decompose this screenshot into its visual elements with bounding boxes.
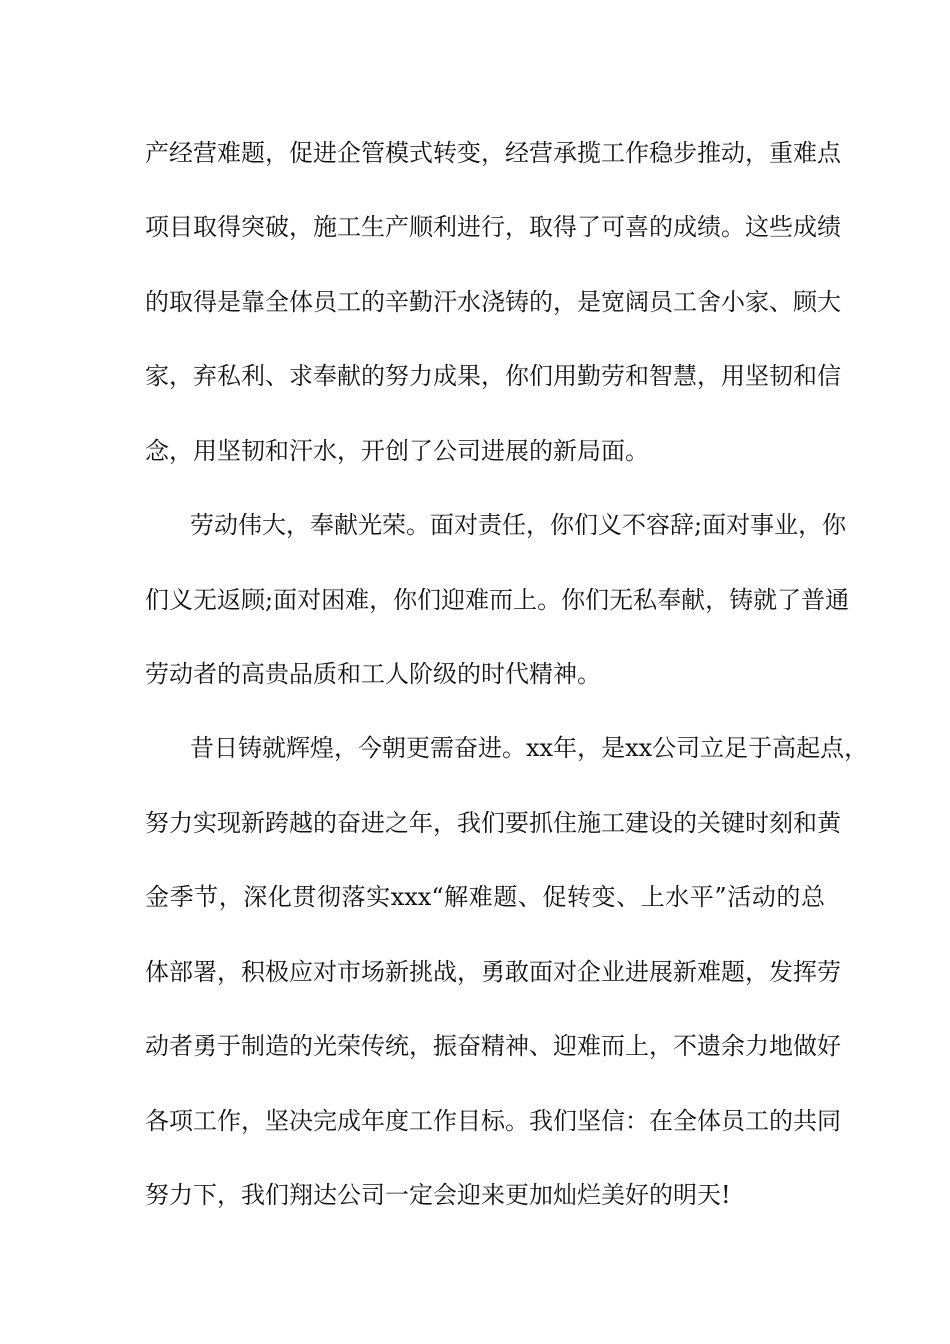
- text-line: 努力实现新跨越的奋进之年，我们要抓住施工建设的关键时刻和黄: [145, 809, 841, 837]
- text-line: 念，用坚韧和汗水，开创了公司进展的新局面。: [145, 437, 649, 465]
- text-line: 动者勇于制造的光荣传统，振奋精神、迎难而上，不遗余力地做好: [145, 1032, 841, 1060]
- text-line: 项目取得突破，施工生产顺利进行，取得了可喜的成绩。这些成绩: [145, 213, 841, 241]
- paragraph-first-line: 昔日铸就辉煌，今朝更需奋进。xx年，是xx公司立足于高起点，: [190, 734, 869, 762]
- text-line: 产经营难题，促进企管模式转变，经营承揽工作稳步推动，重难点: [145, 139, 841, 167]
- text-line: 劳动者的高贵品质和工人阶级的时代精神。: [145, 660, 601, 688]
- text-line: 体部署，积极应对市场新挑战，勇敢面对企业进展新难题，发挥劳: [145, 958, 841, 986]
- text-line: 的取得是靠全体员工的辛勤汗水浇铸的，是宽阔员工舍小家、顾大: [145, 288, 841, 316]
- text-line: 金季节，深化贯彻落实xxx“解难题、促转变、上水平”活动的总: [145, 883, 825, 911]
- text-line: 家，弃私利、求奉献的努力成果，你们用勤劳和智慧，用坚韧和信: [145, 362, 841, 390]
- text-line: 努力下，我们翔达公司一定会迎来更加灿烂美好的明天!: [145, 1181, 731, 1209]
- paragraph-first-line: 劳动伟大，奉献光荣。面对责任，你们义不容辞;面对事业，你: [190, 511, 847, 539]
- text-line: 各项工作，坚决完成年度工作目标。我们坚信：在全体员工的共同: [145, 1107, 841, 1135]
- text-line: 们义无返顾;面对困难，你们迎难而上。你们无私奉献，铸就了普通: [145, 586, 850, 614]
